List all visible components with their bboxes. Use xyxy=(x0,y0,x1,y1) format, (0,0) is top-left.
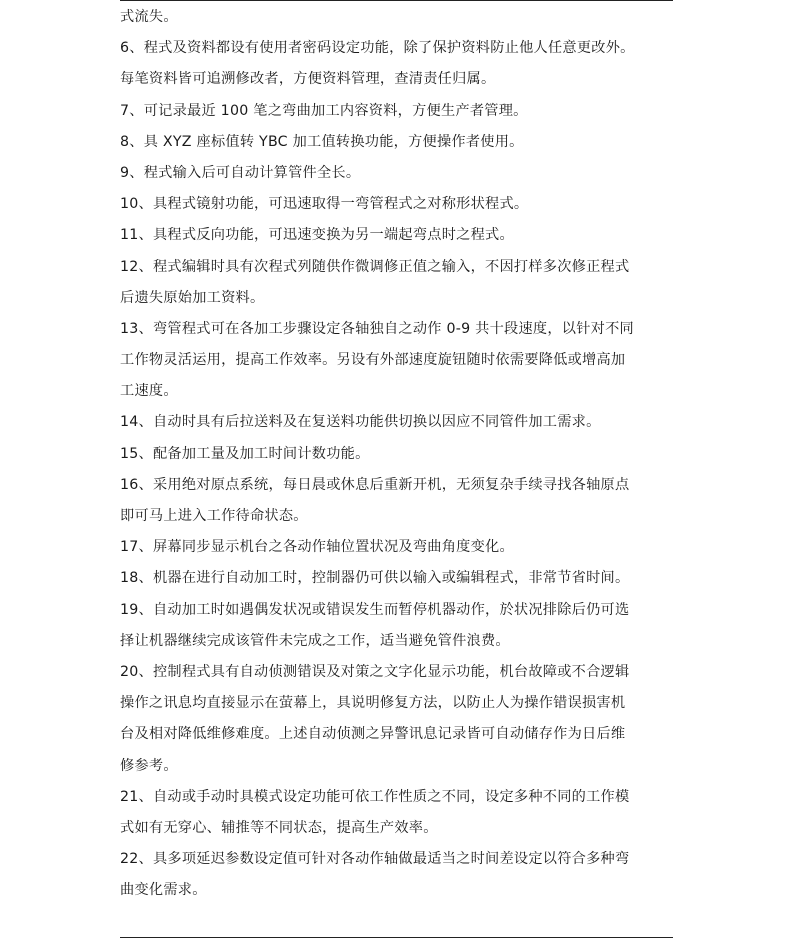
text-line: 即可马上进入工作待命状态。 xyxy=(120,508,308,524)
text-line: 8、具 XYZ 座标值转 YBC 加工值转换功能，方便操作者使用。 xyxy=(120,133,524,150)
text-line: 10、具程式镜射功能，可迅速取得一弯管程式之对称形状程式。 xyxy=(120,196,529,213)
text-line: 修参考。 xyxy=(120,757,178,774)
text-line: 9、程式输入后可自动计算管件全长。 xyxy=(120,164,361,181)
text-line: 7、可记录最近 100 笔之弯曲加工内容资料，方便生产者管理。 xyxy=(120,102,528,119)
text-line: 式如有无穿心、辅推等不同状态，提高生产效率。 xyxy=(120,819,438,836)
text-line: 台及相对降低维修难度。上述自动侦测之异警讯息记录皆可自动储存作为日后维 xyxy=(120,726,626,743)
text-line: 13、弯管程式可在各加工步骤设定各轴独自之动作 0-9 共十段速度，以针对不同 xyxy=(120,320,634,337)
text-line: 22、具多项延迟参数设定值可针对各动作轴做最适当之时间差设定以符合多种弯 xyxy=(120,851,630,868)
text-line: 17、屏幕同步显示机台之各动作轴位置状况及弯曲角度变化。 xyxy=(120,539,514,556)
text-line: 工作物灵活运用，提高工作效率。另设有外部速度旋钮随时依需要降低或增高加 xyxy=(120,352,626,369)
text-line: 14、自动时具有后拉送料及在复送料功能供切换以因应不同管件加工需求。 xyxy=(120,414,601,431)
text-line: 每笔资料皆可追溯修改者，方便资料管理，查清责任归属。 xyxy=(120,71,496,88)
text-line: 6、程式及资料都设有使用者密码设定功能，除了保护资料防止他人任意更改外。 xyxy=(120,40,635,57)
document-body xyxy=(120,2,680,906)
text-line: 择让机器继续完成该管件未完成之工作，适当避免管件浪费。 xyxy=(120,632,510,649)
text-line: 18、机器在进行自动加工时，控制器仍可供以输入或编辑程式，非常节省时间。 xyxy=(120,570,630,587)
text-line: 19、自动加工时如遇偶发状况或错误发生而暂停机器动作，於状况排除后仍可选 xyxy=(120,601,630,618)
text-line: 20、控制程式具有自动侦测错误及对策之文字化显示功能，机台故障或不合逻辑 xyxy=(120,663,630,680)
text-line: 15、配备加工量及加工时间计数功能。 xyxy=(120,445,370,462)
text-line: 操作之讯息均直接显示在萤幕上，具说明修复方法，以防止人为操作错误损害机 xyxy=(120,695,626,712)
text-line: 后遗失原始加工资料。 xyxy=(120,289,265,306)
top-divider xyxy=(120,0,673,1)
text-line: 21、自动或手动时具模式设定功能可依工作性质之不同，设定多种不同的工作模 xyxy=(120,788,630,805)
text-line: 11、具程式反向功能，可迅速变换为另一端起弯点时之程式。 xyxy=(120,227,514,244)
text-line: 式流失。 xyxy=(120,9,178,25)
bottom-divider xyxy=(120,937,673,938)
text-line: 12、程式编辑时具有次程式列随供作微调修正值之输入，不因打样多次修正程式 xyxy=(120,258,630,275)
text-line: 工速度。 xyxy=(120,383,178,400)
text-line: 16、采用绝对原点系统，每日晨或休息后重新开机，无须复杂手续寻找各轴原点 xyxy=(120,476,630,493)
text-line: 曲变化需求。 xyxy=(120,882,207,899)
